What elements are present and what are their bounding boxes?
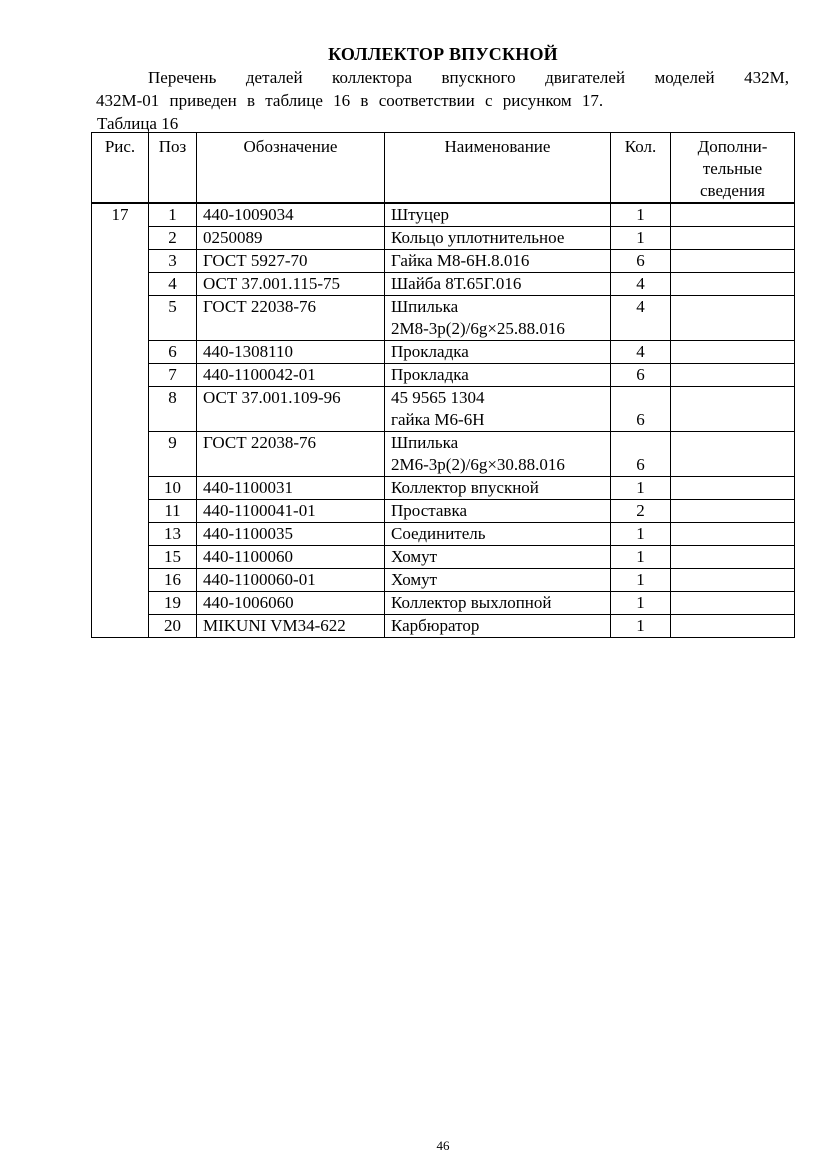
additional-info-cell bbox=[671, 364, 795, 387]
name-line: Хомут bbox=[391, 547, 438, 566]
quantity-cell: 1 bbox=[611, 569, 671, 592]
table-row bbox=[92, 523, 795, 546]
designation-cell: ГОСТ 5927-70 bbox=[197, 250, 385, 273]
designation-cell: 440-1100042-01 bbox=[197, 364, 385, 387]
additional-info-cell bbox=[671, 615, 795, 638]
additional-info-cell bbox=[671, 227, 795, 250]
name-cell bbox=[385, 203, 611, 227]
name-line: Прокладка bbox=[391, 365, 469, 384]
position-cell: 1 bbox=[149, 203, 197, 227]
designation-cell: 440-1006060 bbox=[197, 592, 385, 615]
header-figure: Рис. bbox=[92, 133, 149, 204]
header-designation: Обозначение bbox=[197, 133, 385, 204]
additional-info-cell bbox=[671, 273, 795, 296]
table-row bbox=[92, 273, 795, 296]
name-cell bbox=[385, 500, 611, 523]
name-cell bbox=[385, 296, 611, 341]
additional-info-cell bbox=[671, 477, 795, 500]
designation-cell: 440-1100060-01 bbox=[197, 569, 385, 592]
intro-line-2: 432М-01 приведен в таблице 16 в соответствии с рисунком 17. bbox=[96, 91, 604, 110]
additional-info-cell bbox=[671, 592, 795, 615]
quantity-cell: 1 bbox=[611, 546, 671, 569]
table-row bbox=[92, 546, 795, 569]
additional-info-cell bbox=[671, 523, 795, 546]
table-row bbox=[92, 203, 795, 227]
page-title: КОЛЛЕКТОР ВПУСКНОЙ bbox=[328, 44, 558, 64]
position-cell: 11 bbox=[149, 500, 197, 523]
table-row bbox=[92, 387, 795, 432]
name-cell bbox=[385, 250, 611, 273]
designation-cell: 440-1100035 bbox=[197, 523, 385, 546]
position-cell: 8 bbox=[149, 387, 197, 432]
name-line-2: 2М8-3р(2)/6g×25.88.016 bbox=[391, 319, 565, 338]
name-cell bbox=[385, 477, 611, 500]
designation-cell: 440-1009034 bbox=[197, 203, 385, 227]
position-cell: 9 bbox=[149, 432, 197, 477]
table-row bbox=[92, 364, 795, 387]
name-cell bbox=[385, 546, 611, 569]
position-cell: 3 bbox=[149, 250, 197, 273]
quantity-cell: 1 bbox=[611, 615, 671, 638]
position-cell: 10 bbox=[149, 477, 197, 500]
table-row bbox=[92, 569, 795, 592]
name-line: Хомут bbox=[391, 570, 438, 589]
figure-number-cell: 17 bbox=[92, 203, 149, 638]
designation-cell: 440-1100031 bbox=[197, 477, 385, 500]
quantity-cell: 6 bbox=[611, 432, 671, 477]
additional-info-cell bbox=[671, 341, 795, 364]
designation-cell: ОСТ 37.001.115-75 bbox=[197, 273, 385, 296]
position-cell: 5 bbox=[149, 296, 197, 341]
additional-info-cell bbox=[671, 250, 795, 273]
name-line: Кольцо уплотнительное bbox=[391, 228, 565, 247]
additional-info-cell bbox=[671, 432, 795, 477]
name-line: Прокладка bbox=[391, 342, 469, 361]
additional-info-cell bbox=[671, 546, 795, 569]
name-cell bbox=[385, 615, 611, 638]
table-header-row bbox=[92, 133, 795, 204]
name-cell bbox=[385, 387, 611, 432]
quantity-cell: 6 bbox=[611, 364, 671, 387]
quantity-cell: 1 bbox=[611, 592, 671, 615]
name-cell bbox=[385, 432, 611, 477]
quantity-cell: 1 bbox=[611, 227, 671, 250]
quantity-cell: 2 bbox=[611, 500, 671, 523]
name-cell bbox=[385, 592, 611, 615]
name-line: Карбюратор bbox=[391, 616, 480, 635]
designation-cell: 440-1308110 bbox=[197, 341, 385, 364]
position-cell: 20 bbox=[149, 615, 197, 638]
name-line: Соединитель bbox=[391, 524, 486, 543]
name-line: Коллектор выхлопной bbox=[391, 593, 552, 612]
intro-paragraph bbox=[96, 66, 789, 112]
name-cell bbox=[385, 523, 611, 546]
header-position: Поз bbox=[149, 133, 197, 204]
name-cell bbox=[385, 273, 611, 296]
designation-cell: ОСТ 37.001.109-96 bbox=[197, 387, 385, 432]
name-line: Коллектор впускной bbox=[391, 478, 539, 497]
designation-cell: 440-1100041-01 bbox=[197, 500, 385, 523]
quantity-cell: 4 bbox=[611, 341, 671, 364]
name-line: Шайба 8Т.65Г.016 bbox=[391, 274, 522, 293]
table-row bbox=[92, 500, 795, 523]
table-row bbox=[92, 341, 795, 364]
header-additional-info: Дополни- тельные сведения bbox=[671, 133, 795, 204]
name-cell bbox=[385, 569, 611, 592]
table-row bbox=[92, 227, 795, 250]
quantity-cell: 1 bbox=[611, 203, 671, 227]
name-line-2: гайка М6-6Н bbox=[391, 410, 485, 429]
table-row bbox=[92, 432, 795, 477]
designation-cell: MIKUNI VM34-622 bbox=[197, 615, 385, 638]
page-number: 46 bbox=[436, 1138, 450, 1153]
position-cell: 13 bbox=[149, 523, 197, 546]
name-cell bbox=[385, 227, 611, 250]
designation-cell: ГОСТ 22038-76 bbox=[197, 432, 385, 477]
quantity-cell: 4 bbox=[611, 296, 671, 341]
quantity-cell: 4 bbox=[611, 273, 671, 296]
quantity-cell: 1 bbox=[611, 477, 671, 500]
quantity-cell: 6 bbox=[611, 387, 671, 432]
name-cell bbox=[385, 364, 611, 387]
designation-cell: ГОСТ 22038-76 bbox=[197, 296, 385, 341]
parts-table bbox=[91, 132, 795, 638]
additional-info-cell bbox=[671, 296, 795, 341]
table-row bbox=[92, 250, 795, 273]
position-cell: 6 bbox=[149, 341, 197, 364]
additional-info-cell bbox=[671, 203, 795, 227]
table-body bbox=[92, 203, 795, 638]
table-row bbox=[92, 592, 795, 615]
name-line: Гайка М8-6Н.8.016 bbox=[391, 251, 530, 270]
position-cell: 7 bbox=[149, 364, 197, 387]
table-row bbox=[92, 615, 795, 638]
additional-info-cell bbox=[671, 569, 795, 592]
position-cell: 15 bbox=[149, 546, 197, 569]
position-cell: 2 bbox=[149, 227, 197, 250]
position-cell: 19 bbox=[149, 592, 197, 615]
table-row bbox=[92, 296, 795, 341]
quantity-cell: 1 bbox=[611, 523, 671, 546]
intro-line-1: Перечень деталей коллектора впускного двигателей моделей 432М, bbox=[148, 68, 789, 87]
quantity-cell: 6 bbox=[611, 250, 671, 273]
position-cell: 4 bbox=[149, 273, 197, 296]
position-cell: 16 bbox=[149, 569, 197, 592]
header-name: Наименование bbox=[385, 133, 611, 204]
name-line: Шпилька bbox=[391, 297, 459, 316]
additional-info-cell bbox=[671, 500, 795, 523]
name-line: Штуцер bbox=[391, 205, 449, 224]
name-line-2: 2М6-3р(2)/6g×30.88.016 bbox=[391, 455, 565, 474]
designation-cell: 440-1100060 bbox=[197, 546, 385, 569]
designation-cell: 0250089 bbox=[197, 227, 385, 250]
name-line: 45 9565 1304 bbox=[391, 388, 485, 407]
name-cell bbox=[385, 341, 611, 364]
name-line: Шпилька bbox=[391, 433, 459, 452]
table-row bbox=[92, 477, 795, 500]
additional-info-cell bbox=[671, 387, 795, 432]
header-quantity: Кол. bbox=[611, 133, 671, 204]
table-caption: Таблица 16 bbox=[97, 114, 179, 133]
name-line: Проставка bbox=[391, 501, 468, 520]
